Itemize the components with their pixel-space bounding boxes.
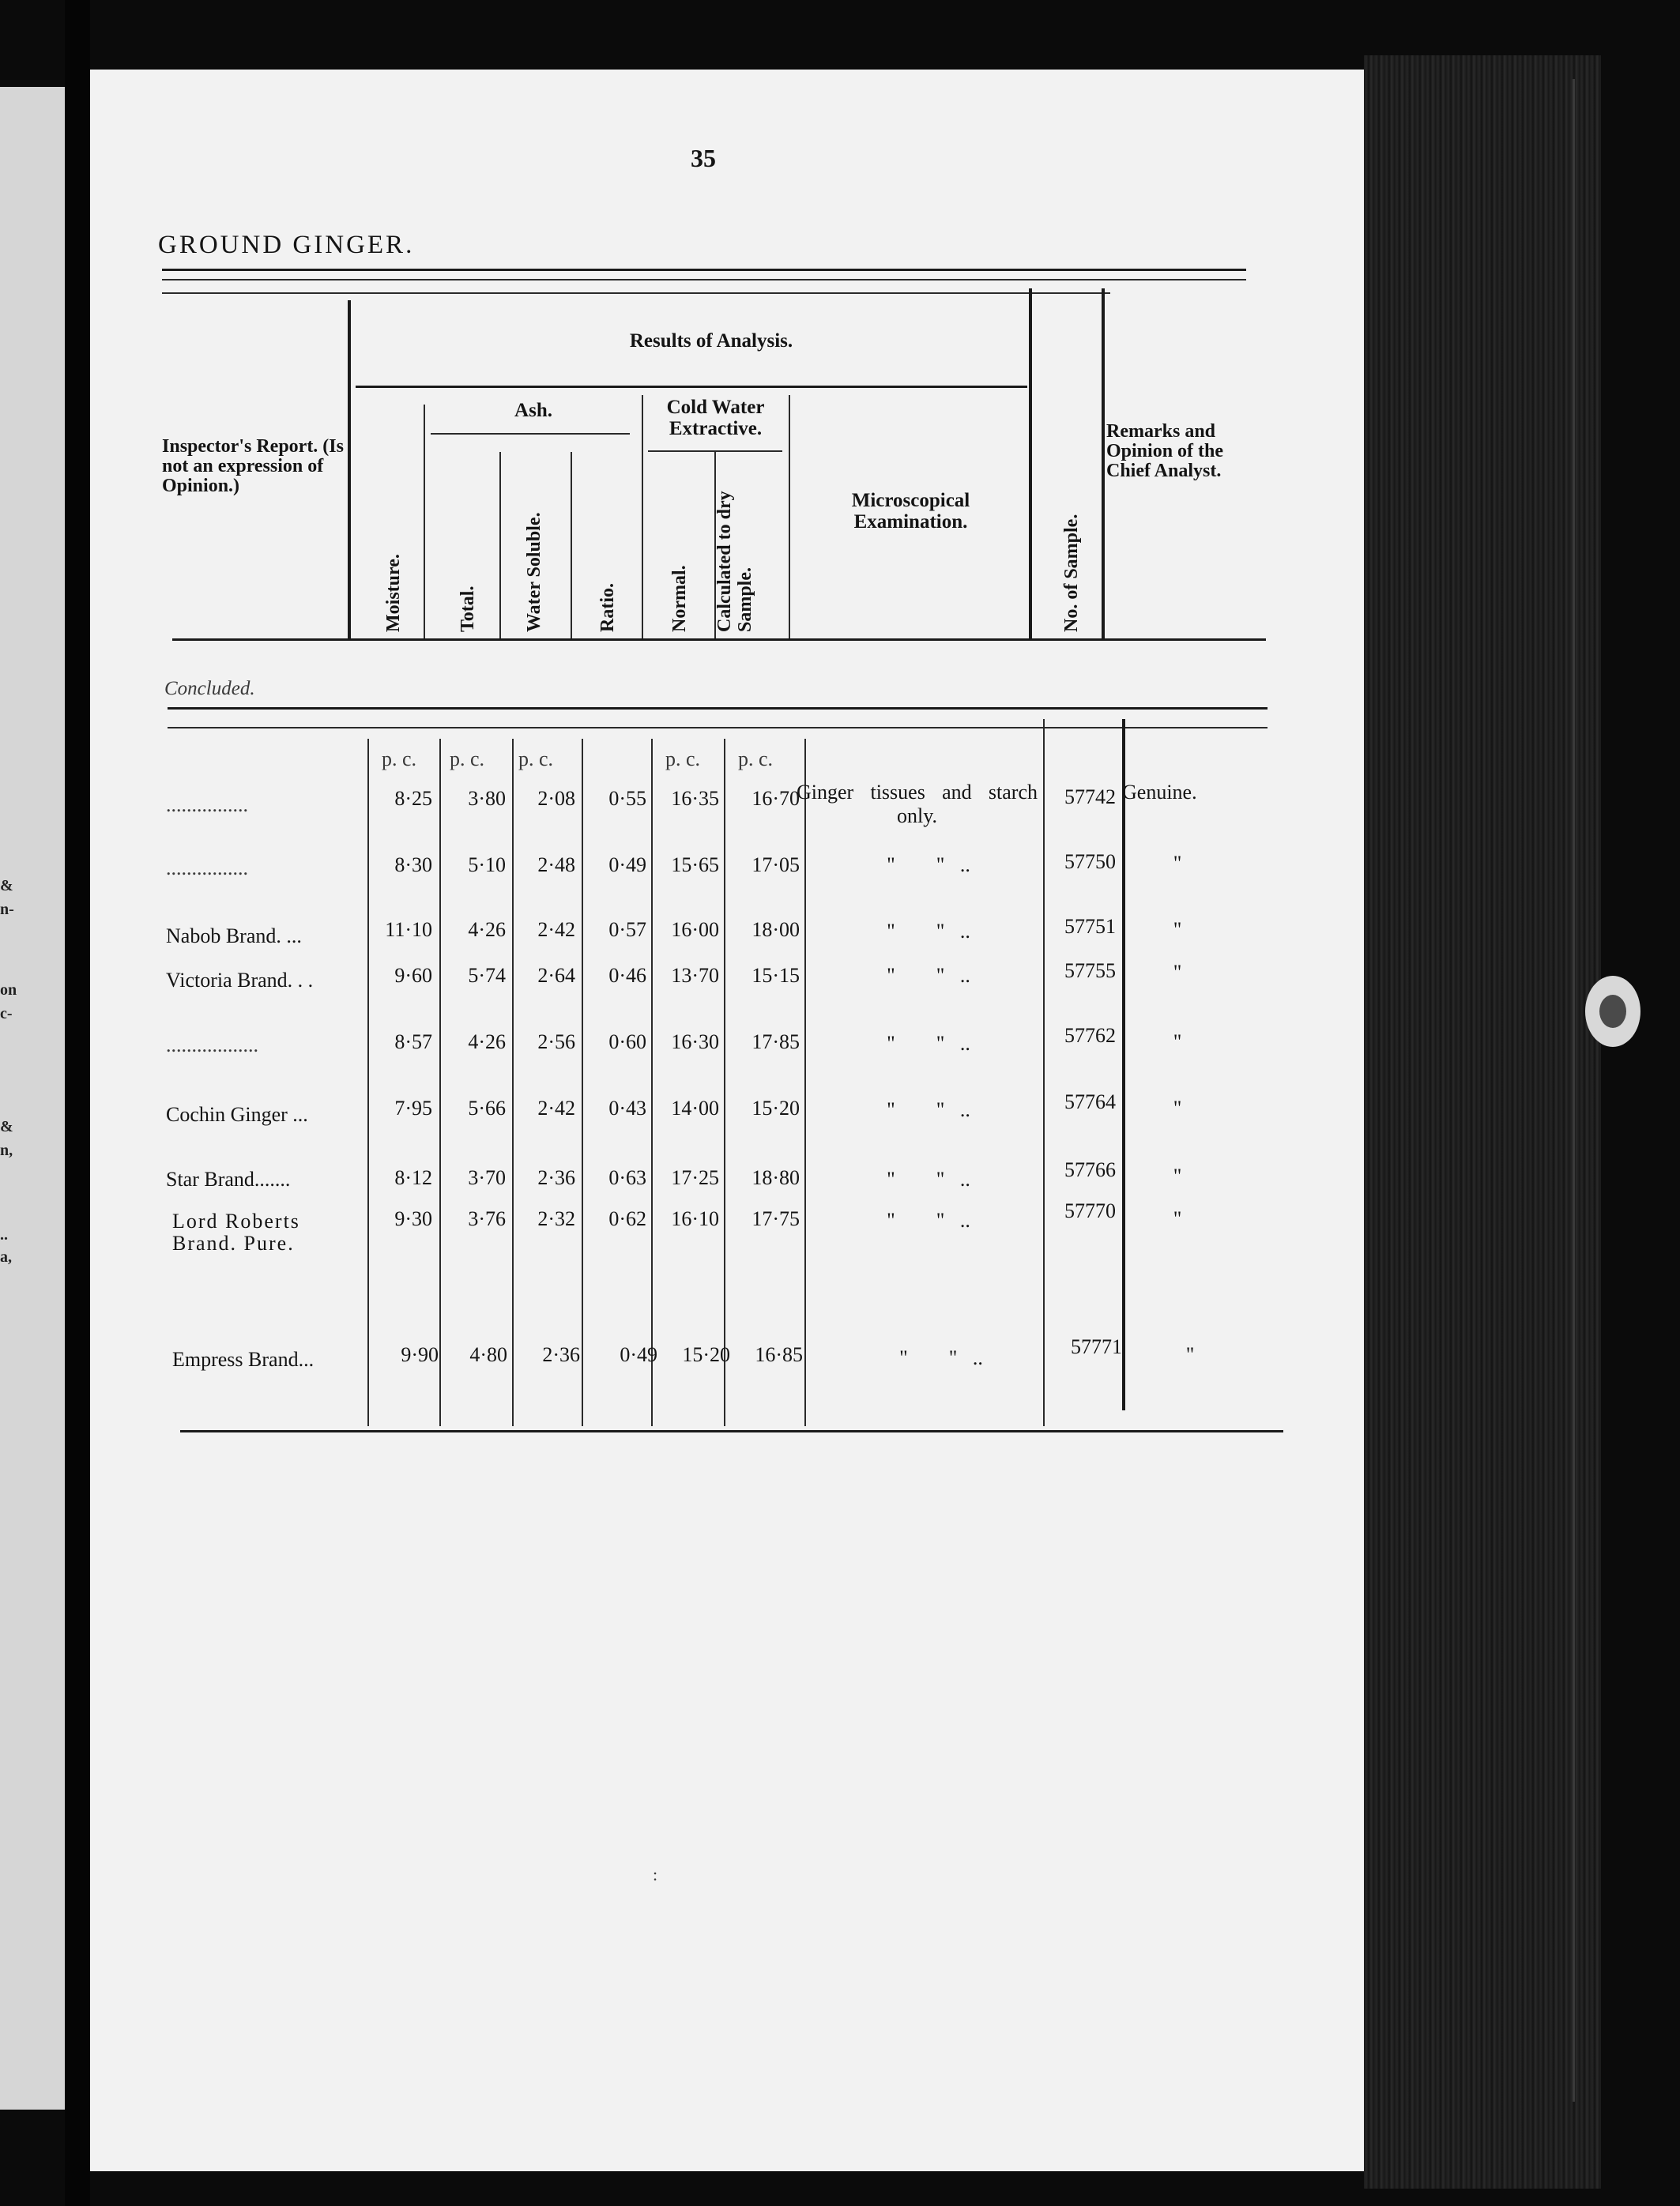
row-calculated: 16·70 [751,787,800,810]
body-col-divider [512,739,514,1426]
row-microscopical: " " .. [887,1098,970,1121]
body-col-divider [1043,719,1045,1426]
bottom-rule [180,1430,1283,1432]
header-cold-water: Cold Water Extractive. [666,397,765,439]
page-number: 35 [691,144,716,172]
row-ratio: 0·55 [608,787,646,810]
row-ratio: 0·43 [608,1097,646,1120]
row-microscopical: Ginger tissues and starch only. [797,781,1038,827]
concluded-rule-2 [168,727,1268,728]
row-remarks: " [1173,918,1182,941]
row-report: Victoria Brand. . . [166,969,314,992]
header-bottom-rule [172,638,1266,641]
col-divider [499,452,501,638]
row-moisture: 8·57 [394,1030,432,1053]
row-sample-no: 57742 [1064,785,1116,808]
row-ratio: 0·63 [608,1166,646,1189]
body-col-divider [724,739,725,1426]
book-gutter [65,0,90,2206]
top-rule [162,269,1246,271]
row-total: 5·66 [468,1097,506,1120]
row-remarks: Genuine. [1122,781,1197,804]
row-total: 4·80 [469,1343,507,1366]
left-page-fragment: a, [0,1248,12,1266]
unit-moisture: p. c. [381,747,417,770]
row-water-soluble: 2·42 [537,918,575,941]
row-water-soluble: 2·36 [537,1166,575,1189]
row-total: 4·26 [468,1030,506,1053]
row-water-soluble: 2·56 [537,1030,575,1053]
row-calculated: 15·15 [751,964,800,987]
row-total: 5·74 [468,964,506,987]
row-sample-no: 57755 [1064,959,1116,982]
row-moisture: 9·90 [401,1343,439,1366]
left-page-fragment: n- [0,901,14,918]
row-calculated: 16·85 [755,1343,803,1366]
row-calculated: 15·20 [751,1097,800,1120]
page-edges [1364,55,1601,2189]
row-moisture: 8·12 [394,1166,432,1189]
header-microscopical: Microscopical Examination. [851,490,970,533]
results-rule [356,386,1027,388]
col-divider [424,405,425,638]
row-normal: 16·00 [671,918,719,941]
top-rule-2 [162,279,1246,280]
unit-calculated: p. c. [737,747,774,770]
unit-water-soluble: p. c. [518,747,554,770]
row-remarks: " [1173,1097,1182,1120]
left-page-fragment: on [0,981,17,999]
header-calculated: Calculated to dry Sample. [714,491,755,632]
row-report: .................. [166,1033,258,1056]
unit-normal: p. c. [665,747,701,770]
body-col-divider [651,739,653,1426]
row-sample-no: 57750 [1064,850,1116,873]
row-ratio: 0·46 [608,964,646,987]
row-sample-no: 57762 [1064,1024,1116,1047]
row-remarks: " [1173,1030,1182,1053]
row-calculated: 18·00 [751,918,800,941]
body-col-divider [804,739,806,1426]
col-divider [789,395,790,638]
row-remarks: " [1173,1165,1182,1188]
row-water-soluble: 2·08 [537,787,575,810]
row-ratio: 0·49 [608,853,646,876]
row-microscopical: " " .. [887,1032,970,1055]
row-report: Star Brand....... [166,1168,291,1191]
cold-water-rule [648,450,782,452]
row-sample-no: 57751 [1064,915,1116,938]
row-normal: 16·35 [671,787,719,810]
row-remarks: " [1173,1207,1182,1230]
row-total: 3·76 [468,1207,506,1230]
header-water-soluble: Water Soluble. [524,512,544,632]
row-report: ................ [166,793,248,816]
page-edge-line [1573,79,1575,2102]
header-results: Results of Analysis. [629,330,793,352]
header-inspector-report: Inspector's Report. (Is not an expression of Opinion.) [162,436,344,496]
header-ratio: Ratio. [597,583,618,632]
col-divider [571,452,572,638]
left-page-margin [0,87,65,2110]
row-report: Empress Brand... [172,1348,315,1371]
left-page-fragment: c- [0,1005,13,1022]
top-rule-3 [162,292,1110,294]
row-water-soluble: 2·42 [537,1097,575,1120]
left-page-fragment: & [0,1118,13,1135]
row-total: 4·26 [468,918,506,941]
row-water-soluble: 2·36 [542,1343,580,1366]
body-col-divider [367,739,369,1426]
row-moisture: 8·25 [394,787,432,810]
row-moisture: 9·60 [394,964,432,987]
row-water-soluble: 2·32 [537,1207,575,1230]
body-col-divider [1122,719,1125,1410]
row-normal: 17·25 [671,1166,719,1189]
header-moisture: Moisture. [383,554,404,632]
row-remarks: " [1173,961,1182,984]
row-moisture: 8·30 [394,853,432,876]
left-page-fragment: .. [0,1226,8,1244]
row-normal: 15·20 [682,1343,730,1366]
row-normal: 15·65 [671,853,719,876]
row-moisture: 11·10 [385,918,432,941]
row-water-soluble: 2·64 [537,964,575,987]
row-sample-no: 57764 [1064,1090,1116,1113]
row-report: Nabob Brand. ... [166,924,302,947]
row-moisture: 9·30 [394,1207,432,1230]
row-ratio: 0·60 [608,1030,646,1053]
body-col-divider [582,739,583,1426]
row-calculated: 17·75 [751,1207,800,1230]
col-divider [1029,288,1032,638]
col-divider [642,395,643,638]
row-ratio: 0·49 [620,1343,657,1366]
row-report: Lord Roberts Brand. Pure. [172,1210,300,1255]
row-report: Cochin Ginger ... [166,1103,308,1126]
ash-rule [431,433,630,435]
row-normal: 16·10 [671,1207,719,1230]
row-normal: 16·30 [671,1030,719,1053]
row-water-soluble: 2·48 [537,853,575,876]
concluded-rule [168,707,1268,710]
page-title: GROUND GINGER. [158,231,415,259]
header-remarks: Remarks and Opinion of the Chief Analyst. [1106,421,1224,481]
row-total: 5·10 [468,853,506,876]
row-remarks: " [1173,852,1182,875]
row-microscopical: " " .. [887,1168,970,1191]
row-report: ................ [166,856,248,879]
unit-total: p. c. [449,747,485,770]
row-normal: 14·00 [671,1097,719,1120]
row-remarks: " [1185,1343,1195,1366]
concluded-label: Concluded. [164,678,255,699]
row-microscopical: " " .. [887,964,970,987]
row-microscopical: " " .. [899,1346,983,1369]
row-sample-no: 57771 [1071,1335,1122,1358]
left-page-fragment: n, [0,1142,13,1159]
row-normal: 13·70 [671,964,719,987]
row-total: 3·70 [468,1166,506,1189]
row-total: 3·80 [468,787,506,810]
row-microscopical: " " .. [887,920,970,943]
row-sample-no: 57770 [1064,1199,1116,1222]
row-microscopical: " " .. [887,1209,970,1232]
header-total: Total. [458,585,478,632]
row-calculated: 18·80 [751,1166,800,1189]
row-ratio: 0·57 [608,918,646,941]
header-ash: Ash. [514,400,552,421]
header-sample-no: No. of Sample. [1061,514,1082,632]
body-col-divider [439,739,441,1426]
row-calculated: 17·85 [751,1030,800,1053]
stray-mark: : [653,1865,658,1884]
row-moisture: 7·95 [394,1097,432,1120]
left-page-fragment: & [0,877,13,894]
header-normal: Normal. [669,565,690,632]
row-microscopical: " " .. [887,853,970,876]
row-calculated: 17·05 [751,853,800,876]
row-ratio: 0·62 [608,1207,646,1230]
row-sample-no: 57766 [1064,1158,1116,1181]
col-divider [1102,288,1105,638]
stain-mark [1585,976,1640,1047]
